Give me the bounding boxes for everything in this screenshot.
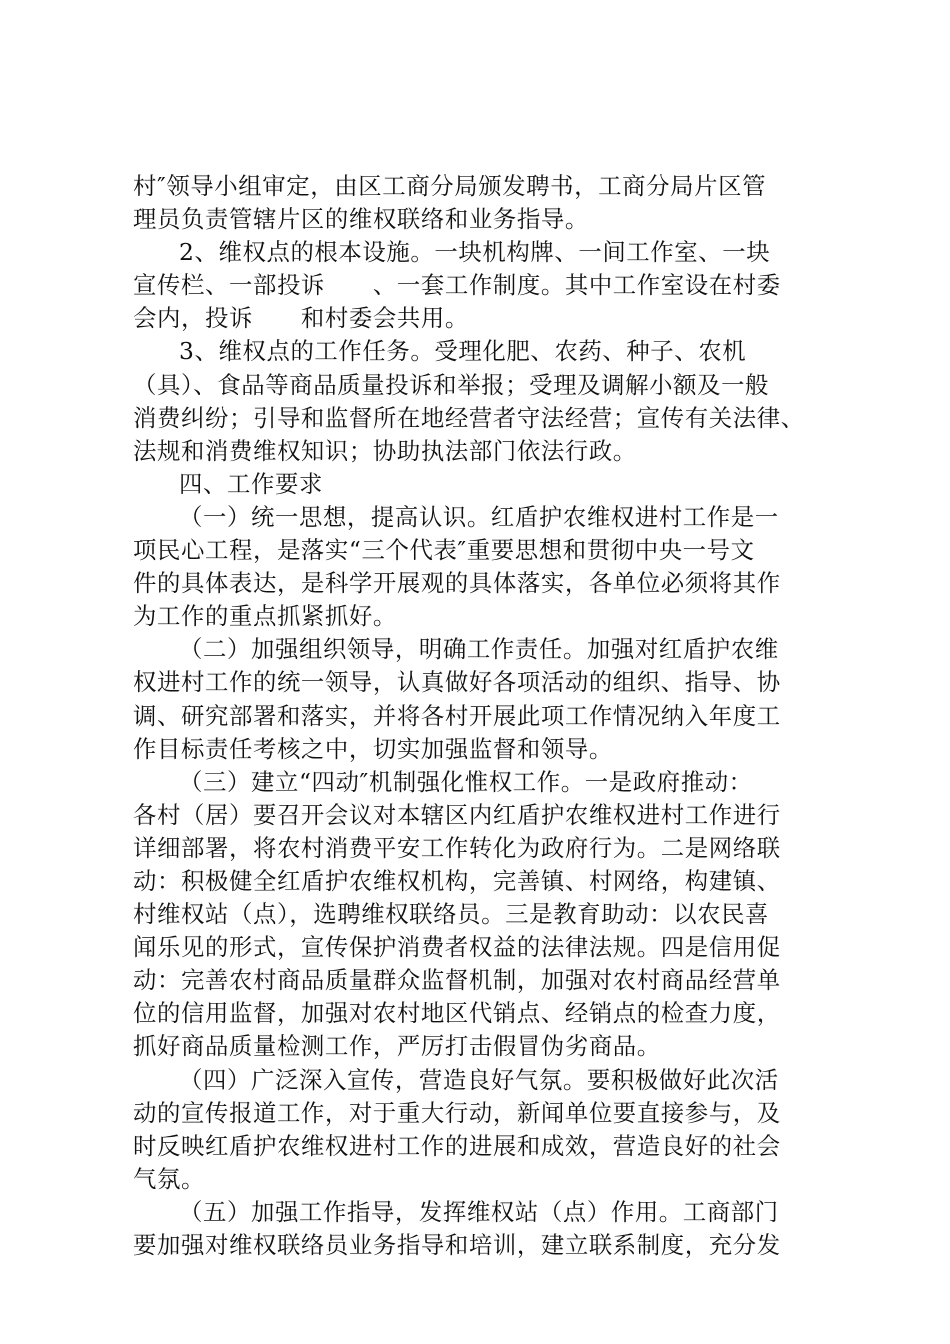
text-line: 要加强对维权联络员业务指导和培训，建立联系制度，充分发: [133, 1231, 781, 1259]
document-body: [133, 170, 833, 1262]
text-line: 抓好商品质量检测工作，严厉打击假冒伪劣商品。: [133, 1032, 661, 1061]
paragraph-first-line: （四）广泛深入宣传，营造良好气氛。要积极做好此次活: [179, 1065, 779, 1094]
paragraph-first-line: （五）加强工作指导，发挥维权站（点）作用。工商部门: [179, 1197, 779, 1226]
text-line: 理员负责管辖片区的维权联络和业务指导。: [133, 205, 589, 234]
text-line: 为工作的重点抓紧抓好。: [133, 602, 397, 631]
text-line: 动的宣传报道工作，对于重大行动，新闻单位要直接参与，及: [133, 1098, 781, 1127]
text-line: 动：积极健全红盾护农维权机构，完善镇、村网络，构建镇、: [133, 866, 781, 895]
text-line: 调、研究部署和落实，并将各村开展此项工作情况纳入年度工: [133, 701, 781, 730]
text-line: 动：完善农村商品质量群众监督机制，加强对农村商品经营单: [133, 966, 781, 995]
text-line: 气氛。: [133, 1164, 205, 1193]
paragraph-first-line: （一）统一思想，提高认识。红盾护农维权进村工作是一: [179, 502, 779, 531]
paragraph-first-line: 3、维权点的工作任务。受理化肥、农药、种子、农机: [179, 337, 747, 366]
text-line: 作目标责任考核之中，切实加强监督和领导。: [133, 734, 613, 763]
text-line: 闻乐见的形式，宣传保护消费者权益的法律法规。四是信用促: [133, 933, 781, 962]
text-line: 详细部署，将农村消费平安工作转化为政府行为。二是网络联: [133, 833, 781, 862]
text-line: 法规和消费维权知识；协助执法部门依法行政。: [133, 436, 637, 465]
text-line: 宣传栏、一部投诉 、一套工作制度。其中工作室设在村委: [133, 271, 781, 300]
paragraph-first-line: 2、维权点的根本设施。一块机构牌、一间工作室、一块: [179, 238, 771, 267]
text-line: 权进村工作的统一领导，认真做好各项活动的组织、指导、协: [133, 668, 781, 697]
text-line: 消费纠纷；引导和监督所在地经营者守法经营；宣传有关法律、: [133, 403, 805, 432]
text-line: （具）、食品等商品质量投诉和举报；受理及调解小额及一般: [133, 370, 770, 399]
text-line: 时反映红盾护农维权进村工作的进展和成效，营造良好的社会: [133, 1131, 781, 1160]
paragraph-first-line: 四、工作要求: [179, 469, 323, 498]
text-line: 件的具体表达，是科学开展观的具体落实，各单位必须将其作: [133, 569, 781, 598]
paragraph-first-line: （二）加强组织领导，明确工作责任。加强对红盾护农维: [179, 635, 779, 664]
text-line: 项民心工程，是落实“三个代表″重要思想和贯彻中央一号文: [133, 536, 755, 565]
text-line: 村维权站（点），选聘维权联络员。三是教育助动：以农民喜: [133, 900, 770, 929]
text-line: 村″领导小组审定，由区工商分局颁发聘书，工商分局片区管: [133, 172, 767, 200]
paragraph-first-line: （三）建立“四动″机制强化惟权工作。一是政府推动：: [179, 767, 753, 796]
text-line: 各村（居）要召开会议对本辖区内红盾护农维权进村工作进行: [133, 800, 781, 829]
text-line: 位的信用监督，加强对农村地区代销点、经销点的检查力度，: [133, 999, 781, 1028]
text-line: 会内，投诉 和村委会共用。: [133, 304, 469, 333]
